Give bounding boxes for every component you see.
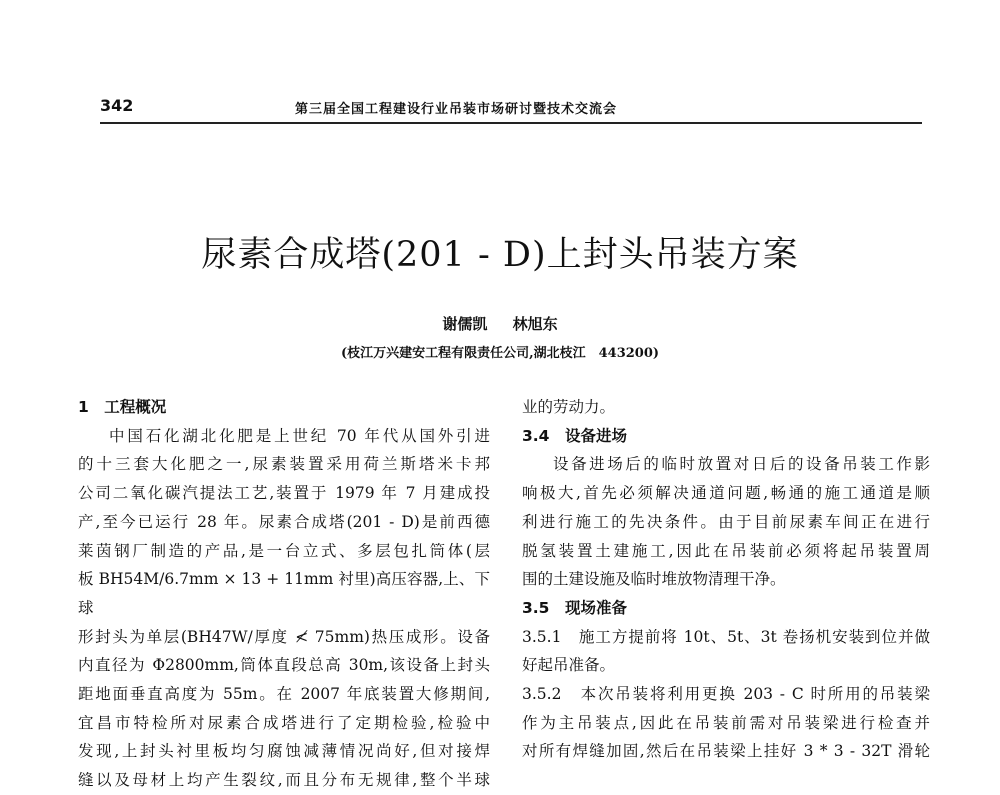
author-name: 林旭东 xyxy=(512,315,558,333)
paragraph-line: 距地面垂直高度为 55m。在 2007 年底装置大修期间, xyxy=(78,685,490,704)
right-column xyxy=(522,393,930,766)
paragraph-line: 业的劳动力。 xyxy=(522,398,616,416)
paragraph-line: 设备进场后的临时放置对日后的设备吊装工作影 xyxy=(553,455,930,474)
journal-title: 第三届全国工程建设行业吊装市场研讨暨技术交流会 xyxy=(295,102,618,117)
paragraph-line: 发现,上封头衬里板均匀腐蚀减薄情况尚好,但对接焊 xyxy=(78,742,490,761)
section-heading: 3.4 设备进场 xyxy=(522,426,627,445)
section-heading: 1 工程概况 xyxy=(78,398,167,416)
paragraph-line: 莱茵钢厂制造的产品,是一台立式、多层包扎筒体(层 xyxy=(78,541,490,560)
paragraph-line: 形封头为单层(BH47W/厚度 ≮ 75mm)热压成形。设备 xyxy=(78,627,490,646)
paragraph-line: 好起吊准备。 xyxy=(522,656,616,675)
paragraph-line: 围的土建设施及临时堆放物清理干净。 xyxy=(522,570,786,589)
paragraph-line: 公司二氧化碳汽提法工艺,装置于 1979 年 7 月建成投 xyxy=(78,484,490,503)
author-name: 谢儒凯 xyxy=(442,315,488,333)
left-column xyxy=(78,393,490,795)
author-affiliation: (枝江万兴建安工程有限责任公司,湖北枝江 443200) xyxy=(340,346,660,361)
page-number: 342 xyxy=(100,96,134,115)
paragraph-line: 内直径为 Φ2800mm,筒体直段总高 30m,该设备上封头 xyxy=(78,656,490,675)
paragraph-line: 对所有焊缝加固,然后在吊装梁上挂好 3 * 3 - 32T 滑轮 xyxy=(522,742,930,761)
paragraph-line: 利进行施工的先决条件。由于目前尿素车间正在进行 xyxy=(522,512,930,531)
paragraph-line: 缝以及母材上均产生裂纹,而且分布无规律,整个半球 xyxy=(78,771,490,790)
paragraph-line: 脱氢装置土建施工,因此在吊装前必须将起吊装置周 xyxy=(522,541,930,560)
paragraph-line: 作为主吊装点,因此在吊装前需对吊装梁进行检查并 xyxy=(522,713,930,732)
section-heading: 3.5 现场准备 xyxy=(522,598,627,617)
paragraph-line: 中国石化湖北化肥是上世纪 70 年代从国外引进 xyxy=(109,426,490,445)
article-title: 尿素合成塔(201 - D)上封头吊装方案 xyxy=(201,235,799,275)
paragraph-line: 板 BH54M/6.7mm × 13 + 11mm 衬里)高压容器,上、下球 xyxy=(78,570,490,617)
paragraph-line: 响极大,首先必须解决通道问题,畅通的施工通道是顺 xyxy=(522,484,930,503)
paragraph-line: 3.5.2 本次吊装将利用更换 203 - C 时所用的吊装梁 xyxy=(522,685,930,704)
paragraph-line: 3.5.1 施工方提前将 10t、5t、3t 卷扬机安装到位并做 xyxy=(522,627,930,646)
paragraph-line: 的十三套大化肥之一,尿素装置采用荷兰斯塔米卡邦 xyxy=(78,455,490,474)
paragraph-line: 宜昌市特检所对尿素合成塔进行了定期检验,检验中 xyxy=(78,713,490,732)
running-header xyxy=(100,96,922,124)
paragraph-line: 产,至今已运行 28 年。尿素合成塔(201 - D)是前西德 xyxy=(78,512,490,531)
author-list xyxy=(0,313,1000,334)
